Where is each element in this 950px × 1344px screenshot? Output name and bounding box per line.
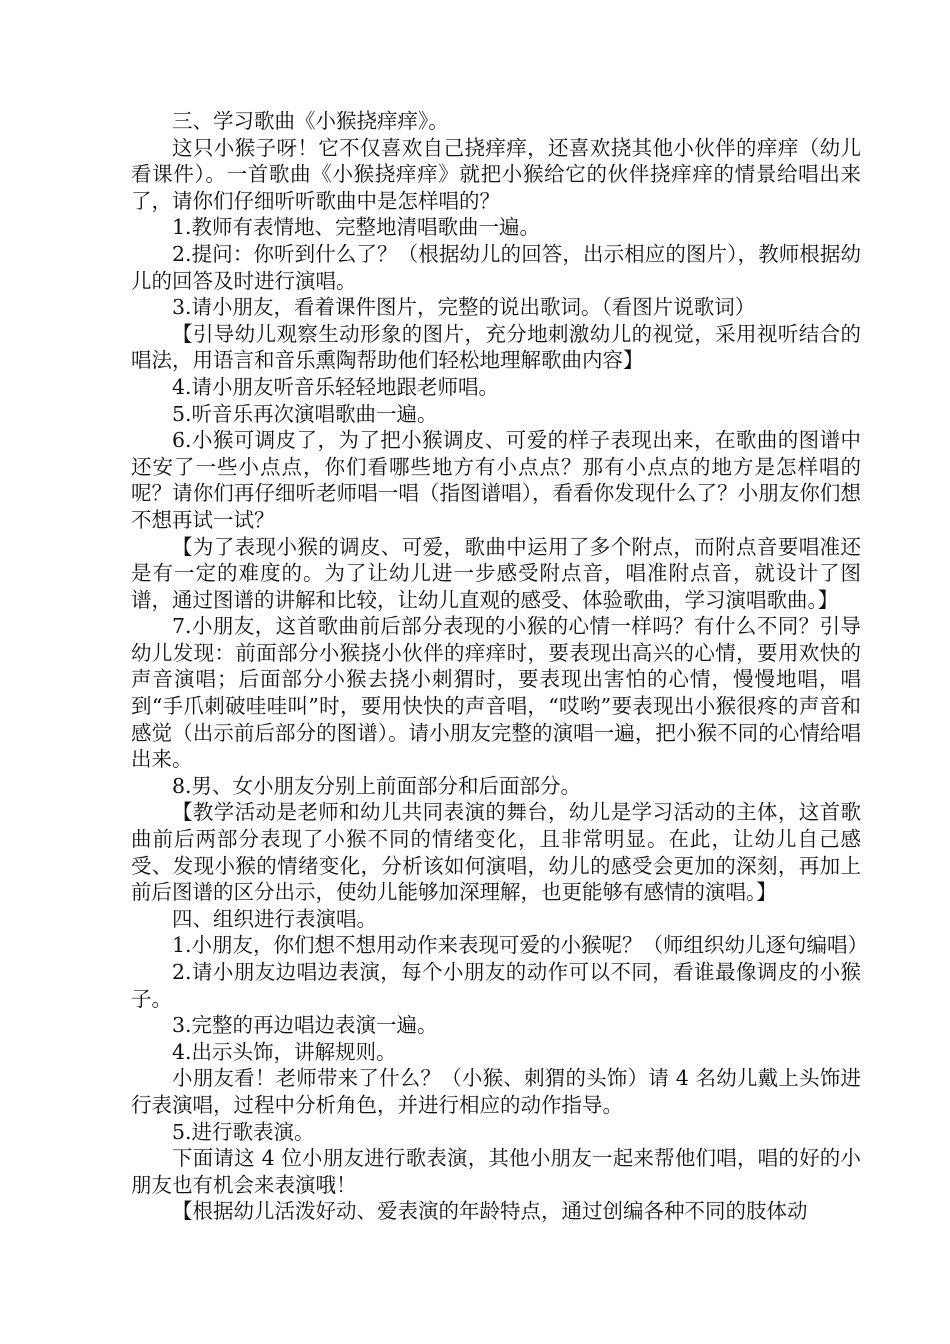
annotation-note: 【根据幼儿活泼好动、爱表演的年龄特点，通过创编各种不同的肢体动	[172, 1199, 808, 1224]
list-item: 5.听音乐再次演唱歌曲一遍。	[172, 401, 438, 426]
list-item: 3.请小朋友，看着课件图片，完整的说出歌词。（看图片说歌词）	[172, 295, 756, 320]
document-body	[131, 108, 869, 1225]
section-heading: 四、组织进行表演唱。	[172, 906, 377, 931]
list-item: 8.男、女小朋友分别上前面部分和后面部分。	[172, 773, 582, 798]
annotation-note: 【教学活动是老师和幼儿共同表演的舞台，幼儿是学习活动的主体，这首歌曲前后两部分表现了小猴不同的情绪变化，且非常明显。在此，让幼儿自己感受、发现小猴的情绪变化，分析该如何演唱，幼儿的感受会更加的深刻，再加上前后图谱的区分出示，使幼儿能够加深理解，也更能够有感情的演唱。】	[131, 800, 861, 905]
list-item: 1.小朋友，你们想不想用动作来表现可爱的小猴呢？（师组织幼儿逐句编唱）	[172, 933, 869, 958]
list-item: 3.完整的再边唱边表演一遍。	[172, 1013, 438, 1038]
paragraph: 下面请这 4 位小朋友进行歌表演，其他小朋友一起来帮他们唱，唱的好的小朋友也有机会来表演哦！	[131, 1146, 861, 1197]
annotation-note: 【引导幼儿观察生动形象的图片，充分地刺激幼儿的视觉，采用视听结合的唱法，用语言和音乐熏陶帮助他们轻松地理解歌曲内容】	[131, 321, 861, 373]
list-item: 7.小朋友，这首歌曲前后部分表现的小猴的心情一样吗？有什么不同？引导幼儿发现：前面部分小猴挠小伙伴的痒痒时，要表现出高兴的心情，要用欢快的声音演唱；后面部分小猴去挠小刺猬时，要表现出害怕的心情，慢慢地唱，唱到“手爪刺破哇哇叫”时，要用快快的声音唱，“哎哟”要表现出小猴很疼的声音和感觉（出示前后部分的图谱）。请小朋友完整的演唱一遍，把小猴不同的心情给唱出来。	[131, 614, 861, 772]
list-item: 2.请小朋友边唱边表演，每个小朋友的动作可以不同，看谁最像调皮的小猴子。	[131, 960, 861, 1011]
list-item: 1.教师有表情地、完整地清唱歌曲一遍。	[172, 215, 541, 240]
list-item: 4.出示头饰，讲解规则。	[172, 1039, 397, 1064]
section-heading: 三、学习歌曲《小猴挠痒痒》。	[172, 109, 449, 133]
paragraph: 这只小猴子呀！它不仅喜欢自己挠痒痒，还喜欢挠其他小伙伴的痒痒（幼儿看课件）。一首歌曲《小猴挠痒痒》就把小猴给它的伙伴挠痒痒的情景给唱出来了，请你们仔细听听歌曲中是怎样唱的？	[131, 135, 861, 213]
list-item: 6.小猴可调皮了，为了把小猴调皮、可爱的样子表现出来，在歌曲的图谱中还安了一些小点点，你们看哪些地方有小点点？那有小点点的地方是怎样唱的呢？请你们再仔细听老师唱一唱（指图谱唱），看看你发现什么了？小朋友你们想不想再试一试？	[131, 428, 861, 532]
list-item: 2.提问：你听到什么了？（根据幼儿的回答，出示相应的图片），教师根据幼儿的回答及时进行演唱。	[131, 241, 861, 293]
annotation-note: 【为了表现小猴的调皮、可爱，歌曲中运用了多个附点，而附点音要唱准还是有一定的难度的。为了让幼儿进一步感受附点音，唱准附点音，就设计了图谱，通过图谱的讲解和比较，让幼儿直观的感受、体验歌曲，学习演唱歌曲。】	[131, 534, 861, 612]
paragraph: 小朋友看！老师带来了什么？（小猴、刺猬的头饰）请 4 名幼儿戴上头饰进行表演唱，过程中分析角色，并进行相应的动作指导。	[131, 1066, 861, 1117]
list-item: 4.请小朋友听音乐轻轻地跟老师唱。	[172, 374, 500, 399]
list-item: 5.进行歌表演。	[172, 1119, 315, 1144]
